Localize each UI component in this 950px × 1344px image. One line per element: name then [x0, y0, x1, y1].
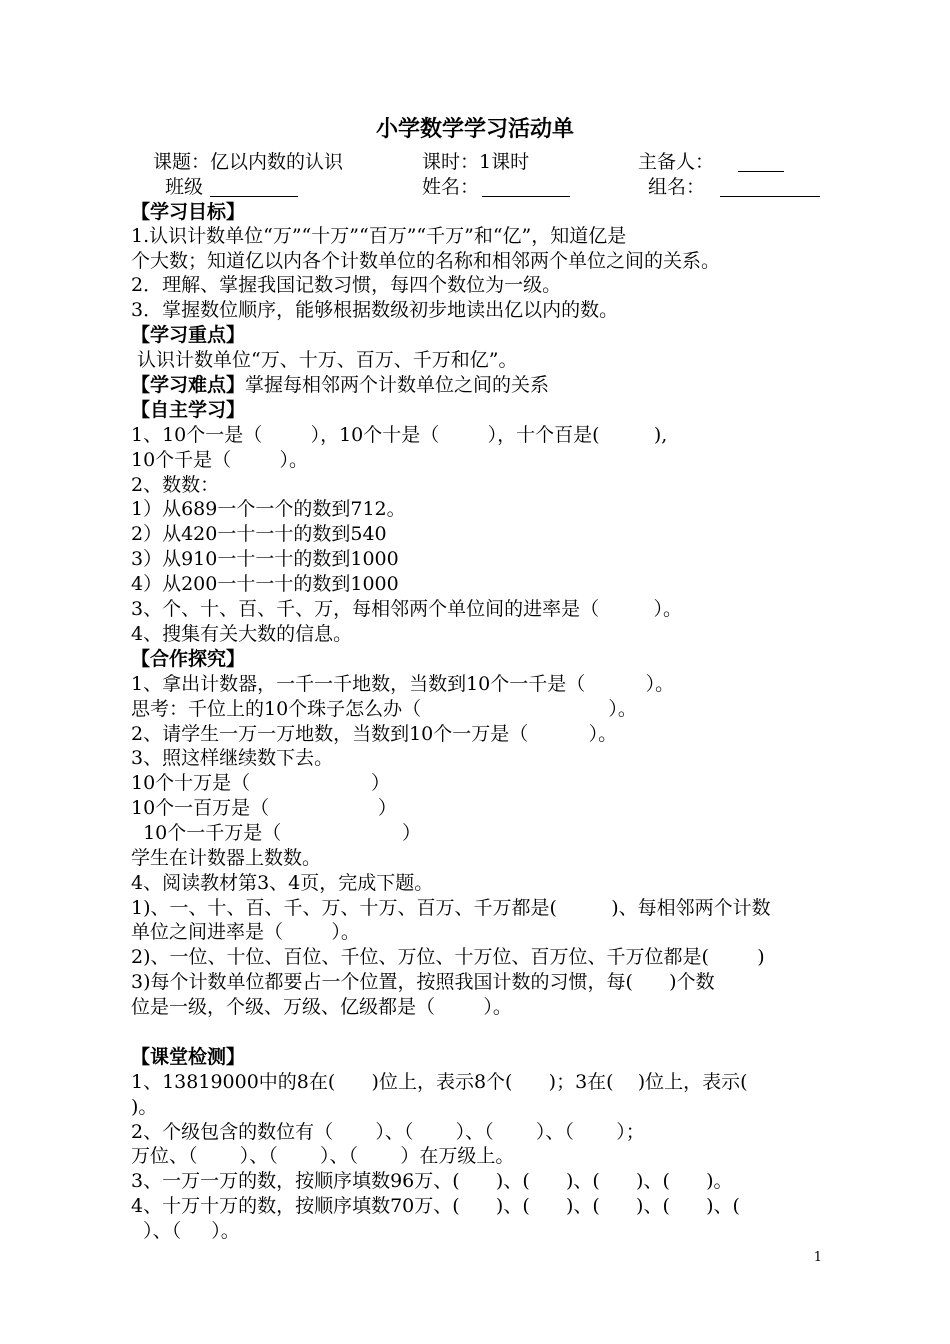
name-blank	[482, 178, 570, 197]
objective-line: 个大数；知道亿以内各个计数单位的名称和相邻两个单位之间的关系。	[131, 250, 721, 272]
objective-line: 3．掌握数位顺序，能够根据数级初步地读出亿以内的数。	[131, 299, 619, 321]
class-test-line: 4、十万十万的数，按顺序填数70万、( )、( )、( )、( )、(	[131, 1195, 740, 1217]
name-label: 姓名：	[422, 176, 480, 198]
cooperation-line: 思考：千位上的10个珠子怎么办（ ）。	[131, 698, 637, 720]
cooperation-line: 位是一级，个级、万级、亿级都是（ ）。	[131, 996, 512, 1018]
group-label: 组名：	[648, 176, 706, 198]
page-title: 小学数学学习活动单	[375, 116, 574, 142]
class-test-line: )。	[131, 1096, 158, 1118]
cooperation-line: 10个一百万是（ ）	[131, 797, 397, 819]
cooperation-line: 1)、一、十、百、千、万、十万、百万、千万都是( )、每相邻两个计数	[131, 897, 771, 919]
cooperation-line: 2)、一位、十位、百位、千位、万位、十万位、百万位、千万位都是( )	[131, 946, 765, 968]
self-study-line: 3、个、十、百、千、万，每相邻两个单位间的进率是（ ）。	[131, 598, 682, 620]
period-label: 课时：1课时	[422, 151, 530, 173]
self-study-line: 10个千是（ ）。	[131, 449, 308, 471]
difficulty-heading: 【学习难点】	[131, 374, 246, 396]
preparer-label: 主备人：	[638, 151, 715, 173]
self-study-heading: 【自主学习】	[131, 399, 246, 421]
self-study-line: 2、数数：	[131, 474, 220, 496]
preparer-blank	[738, 153, 784, 172]
cooperation-line: 3、照这样继续数下去。	[131, 747, 334, 769]
class-test-line: 3、一万一万的数，按顺序填数96万、( )、( )、( )、( )。	[131, 1170, 733, 1192]
cooperation-line: 1、拿出计数器，一千一千地数，当数到10个一千是（ ）。	[131, 673, 675, 695]
self-study-line: 2）从420一十一十的数到540	[131, 523, 387, 545]
objectives-heading: 【学习目标】	[131, 201, 246, 223]
cooperation-line: 2、请学生一万一万地数，当数到10个一万是（ ）。	[131, 723, 618, 745]
self-study-line: 4、搜集有关大数的信息。	[131, 623, 353, 645]
cooperation-line: 4、阅读教材第3、4页，完成下题。	[131, 872, 434, 894]
self-study-line: 4）从200一十一十的数到1000	[131, 573, 399, 595]
page-number: 1	[813, 1250, 822, 1265]
self-study-line: 1、10个一是（ ），10个十是（ ），十个百是( ),	[131, 424, 668, 446]
cooperation-line: 3)每个计数单位都要占一个位置，按照我国计数的习惯，每( )个数	[131, 971, 715, 993]
class-test-heading: 【课堂检测】	[131, 1046, 246, 1068]
group-blank	[720, 178, 820, 197]
class-test-line: 2、个级包含的数位有（ ）、（ ）、（ ）、（ ）；	[131, 1121, 645, 1143]
class-test-line: 1、13819000中的8在( )位上，表示8个( )；3在( )位上，表示(	[131, 1071, 748, 1093]
objective-line: 2．理解、掌握我国记数习惯，每四个数位为一级。	[131, 274, 562, 296]
cooperation-line: 10个一千万是（ ）	[131, 822, 422, 844]
cooperation-line: 单位之间进率是（ ）。	[131, 921, 360, 943]
cooperation-heading: 【合作探究】	[131, 648, 246, 670]
topic-label: 课题：亿以内数的认识	[153, 151, 344, 173]
objective-line: 1.认识计数单位“万”“十万”“百万”“千万”和“亿”，知道亿是	[131, 225, 627, 247]
self-study-line: 3）从910一十一十的数到1000	[131, 548, 399, 570]
cooperation-line: 学生在计数器上数数。	[131, 847, 322, 869]
class-label: 班级	[165, 176, 204, 198]
self-study-line: 1）从689一个一个的数到712。	[131, 498, 406, 520]
difficulty-line	[131, 373, 549, 397]
cooperation-line: 10个十万是（ ）	[131, 772, 390, 794]
class-test-line: 万位、（ ）、（ ）、（ ）在万级上。	[131, 1145, 515, 1167]
class-blank	[210, 178, 298, 197]
class-test-line: ）、（ ）。	[131, 1220, 240, 1242]
key-points-text: 认识计数单位“万、十万、百万、千万和亿”。	[131, 349, 518, 371]
difficulty-text: 掌握每相邻两个计数单位之间的关系	[245, 374, 550, 396]
key-points-heading: 【学习重点】	[131, 324, 246, 346]
